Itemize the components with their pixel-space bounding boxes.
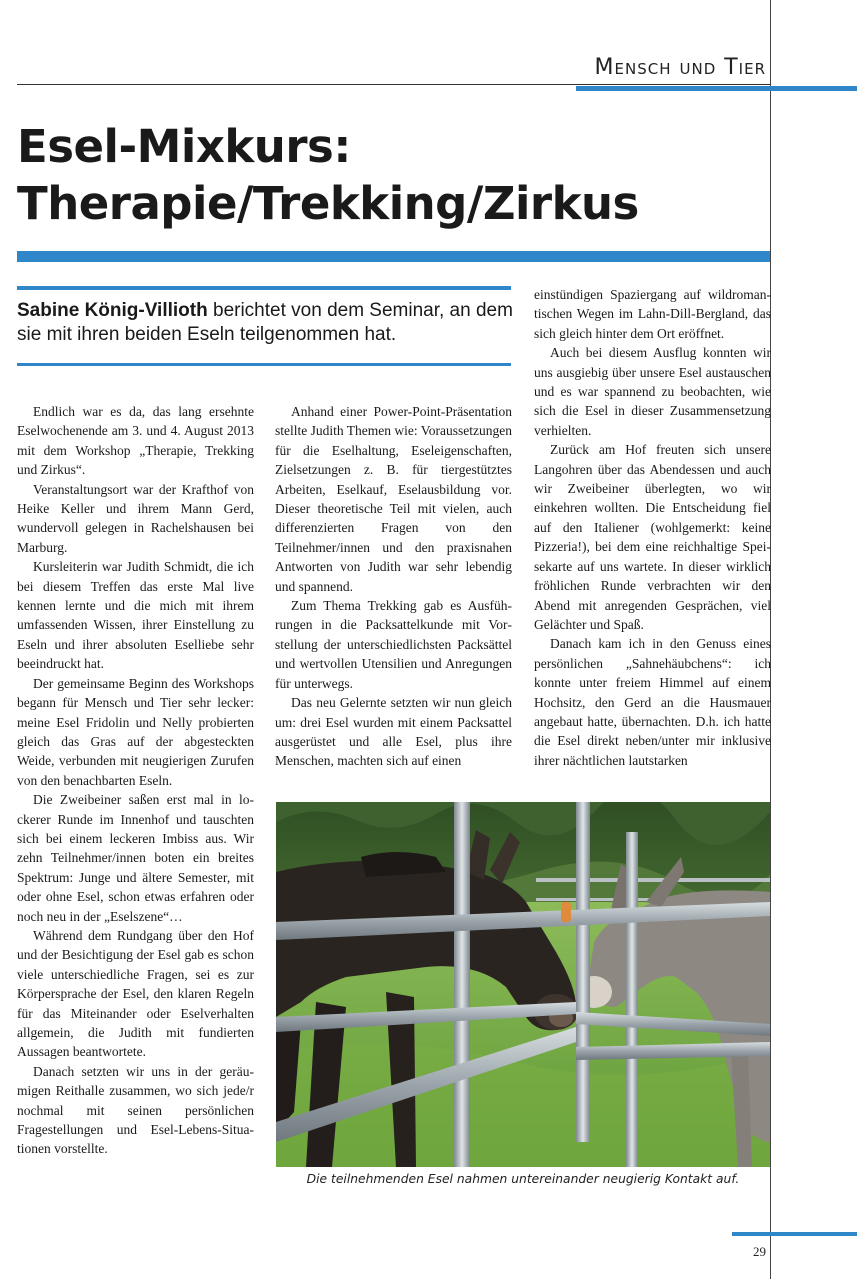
header-rule	[17, 84, 770, 85]
body-paragraph: Veranstaltungsort war der Krafthof von Heike Keller und ihrem Mann Gerd, wundervoll gelegen in Rachelshausen bei Marburg.	[17, 481, 254, 555]
body-paragraph: Der gemeinsame Beginn des Workshops begann für Mensch und Tier sehr lecker: meine Esel Fridolin und Nelly probierten gleich das Gras auf der abgesteckten Weide, verbunden mit neugierigen Zurufen von den benachbarten Eseln.	[17, 675, 254, 788]
text-column-2	[275, 402, 512, 771]
body-paragraph: Danach kam ich in den Genuss eines persönlichen „Sahnehäubchens“: ich konnte unter freiem Himmel auf einem Hochsitz, den Gerd an die Hausmauer angebaut hatte, übernachten. D.h. ich hatte die Esel direkt neben/unter mir inklusive ihrer nächtlichen lautstarken	[534, 636, 771, 768]
headline	[17, 118, 762, 232]
body-paragraph: Zum Thema Trekking gab es Ausführungen in die Packsattelkunde mit Vorstellung der unterschiedlichsten Packsättel und wertvollen Utensilien und Anregungen für unterwegs.	[275, 598, 512, 691]
body-paragraph: Das neu Gelernte setzten wir nun gleich um: drei Esel wurden mit einem Packsattel ausgerüstet und alle Esel, plus ihre Menschen, machten sich auf einen	[275, 695, 512, 769]
body-paragraph: einstündigen Spaziergang auf wildromantischen Wegen im Lahn-Dill-Bergland, das sich gleich hinter dem Ort eröffnet.	[534, 287, 771, 341]
teaser-author: Sabine König-Villioth	[17, 300, 208, 321]
headline-accent-bar	[17, 251, 770, 262]
headline-line-1: Esel-Mixkurs:	[17, 120, 351, 173]
body-paragraph: Endlich war es da, das lang ersehnte Eselwochenende am 3. und 4. August 2013 mit dem Workshop „Therapie, Trekking und Zirkus“.	[17, 404, 254, 478]
teaser-text: berichtet von dem Seminar, an dem sie mit ihren beiden Eseln teilgenommen hat.	[17, 300, 513, 345]
body-paragraph: Zurück am Hof freuten sich unsere Langohren über das Abendessen und auch wir Zweibeiner überlegten, wo wir einkehren wollten. Die Entscheidung fiel auf den Italiener (wohlgemerkt: keine Pizzeria!), bei dem eine reichhaltige Speisekarte auf uns wartete. In dieser wirklich fröhlichen Runde verbrachten wir den Abend mit anregenden Gesprächen, viel Gelächter und Spaß.	[534, 442, 771, 632]
section-label: Mensch und Tier	[594, 55, 766, 80]
body-paragraph: Während dem Rundgang über den Hof und der Besichtigung der Esel gab es schon viele unterschiedliche Fragen, sei es zur Körpersprache der Esel, den klaren Regeln für das Miteinander oder Eselverhalten allgemein, die Judith mit fundierten Aussagen beantwortete.	[17, 927, 254, 1060]
body-paragraph: Die Zweibeiner saßen erst mal in lockerer Runde im Innenhof und tauschten sich bei einem leckeren Imbiss aus. Wir zehn Teilnehmer/innen boten ein breites Spektrum: Junge und ältere Semester, mit oder ohne Esel, schon etwas erfahren oder noch neu in der „Eselszene“…	[17, 792, 254, 924]
body-paragraph: Danach setzten wir uns in der geräumigen Reithalle zusammen, wo sich jede/r nochmal mit seinen persönlichen Fragestellungen und Esel-Lebens-Situationen vorstellte.	[17, 1063, 254, 1157]
teaser-rule-bottom	[17, 363, 511, 366]
text-column-3	[534, 285, 771, 770]
page-number: 29	[753, 1244, 766, 1259]
body-paragraph: Kursleiterin war Judith Schmidt, die ich bei diesem Treffen das erste Mal live kennen lernte und die mich mit ihrem umfassenden Wissen, ihrer Einstellung zu Eseln und ihrer absoluten Eselliebe sehr beeindruckt hat.	[17, 559, 254, 672]
teaser	[17, 299, 513, 347]
section-accent-bar	[576, 86, 857, 91]
photo-caption: Die teilnehmenden Esel nahmen untereinander neugierig Kontakt auf.	[306, 1172, 740, 1186]
footer-accent-bar	[732, 1232, 857, 1236]
body-paragraph: Anhand einer Power-Point-Präsentation stellte Judith Themen wie: Voraussetzungen für die Eselhaltung, Eseleigenschaften, Zielsetzungen z. B. für tiergestütztes Arbeiten, Eselkauf, Eselausbildung vor. Dieser theoretische Teil mit vielen, auch differenzierten Fragen von den Teilnehmer/innen und den praxisnahen Antworten von Judith war sehr lebendig und spannend.	[275, 404, 512, 594]
text-column-1	[17, 402, 254, 1159]
teaser-rule-top	[17, 286, 511, 290]
body-paragraph: Auch bei diesem Ausflug konnten wir uns ausgiebig über unsere Esel austauschen und es war spannend zu beobachten, wie sich die Esel in dieser Zusammensetzung verhielten.	[534, 345, 771, 438]
donkeys-photo	[276, 802, 770, 1167]
headline-line-2: Therapie/Trekking/Zirkus	[17, 177, 639, 230]
